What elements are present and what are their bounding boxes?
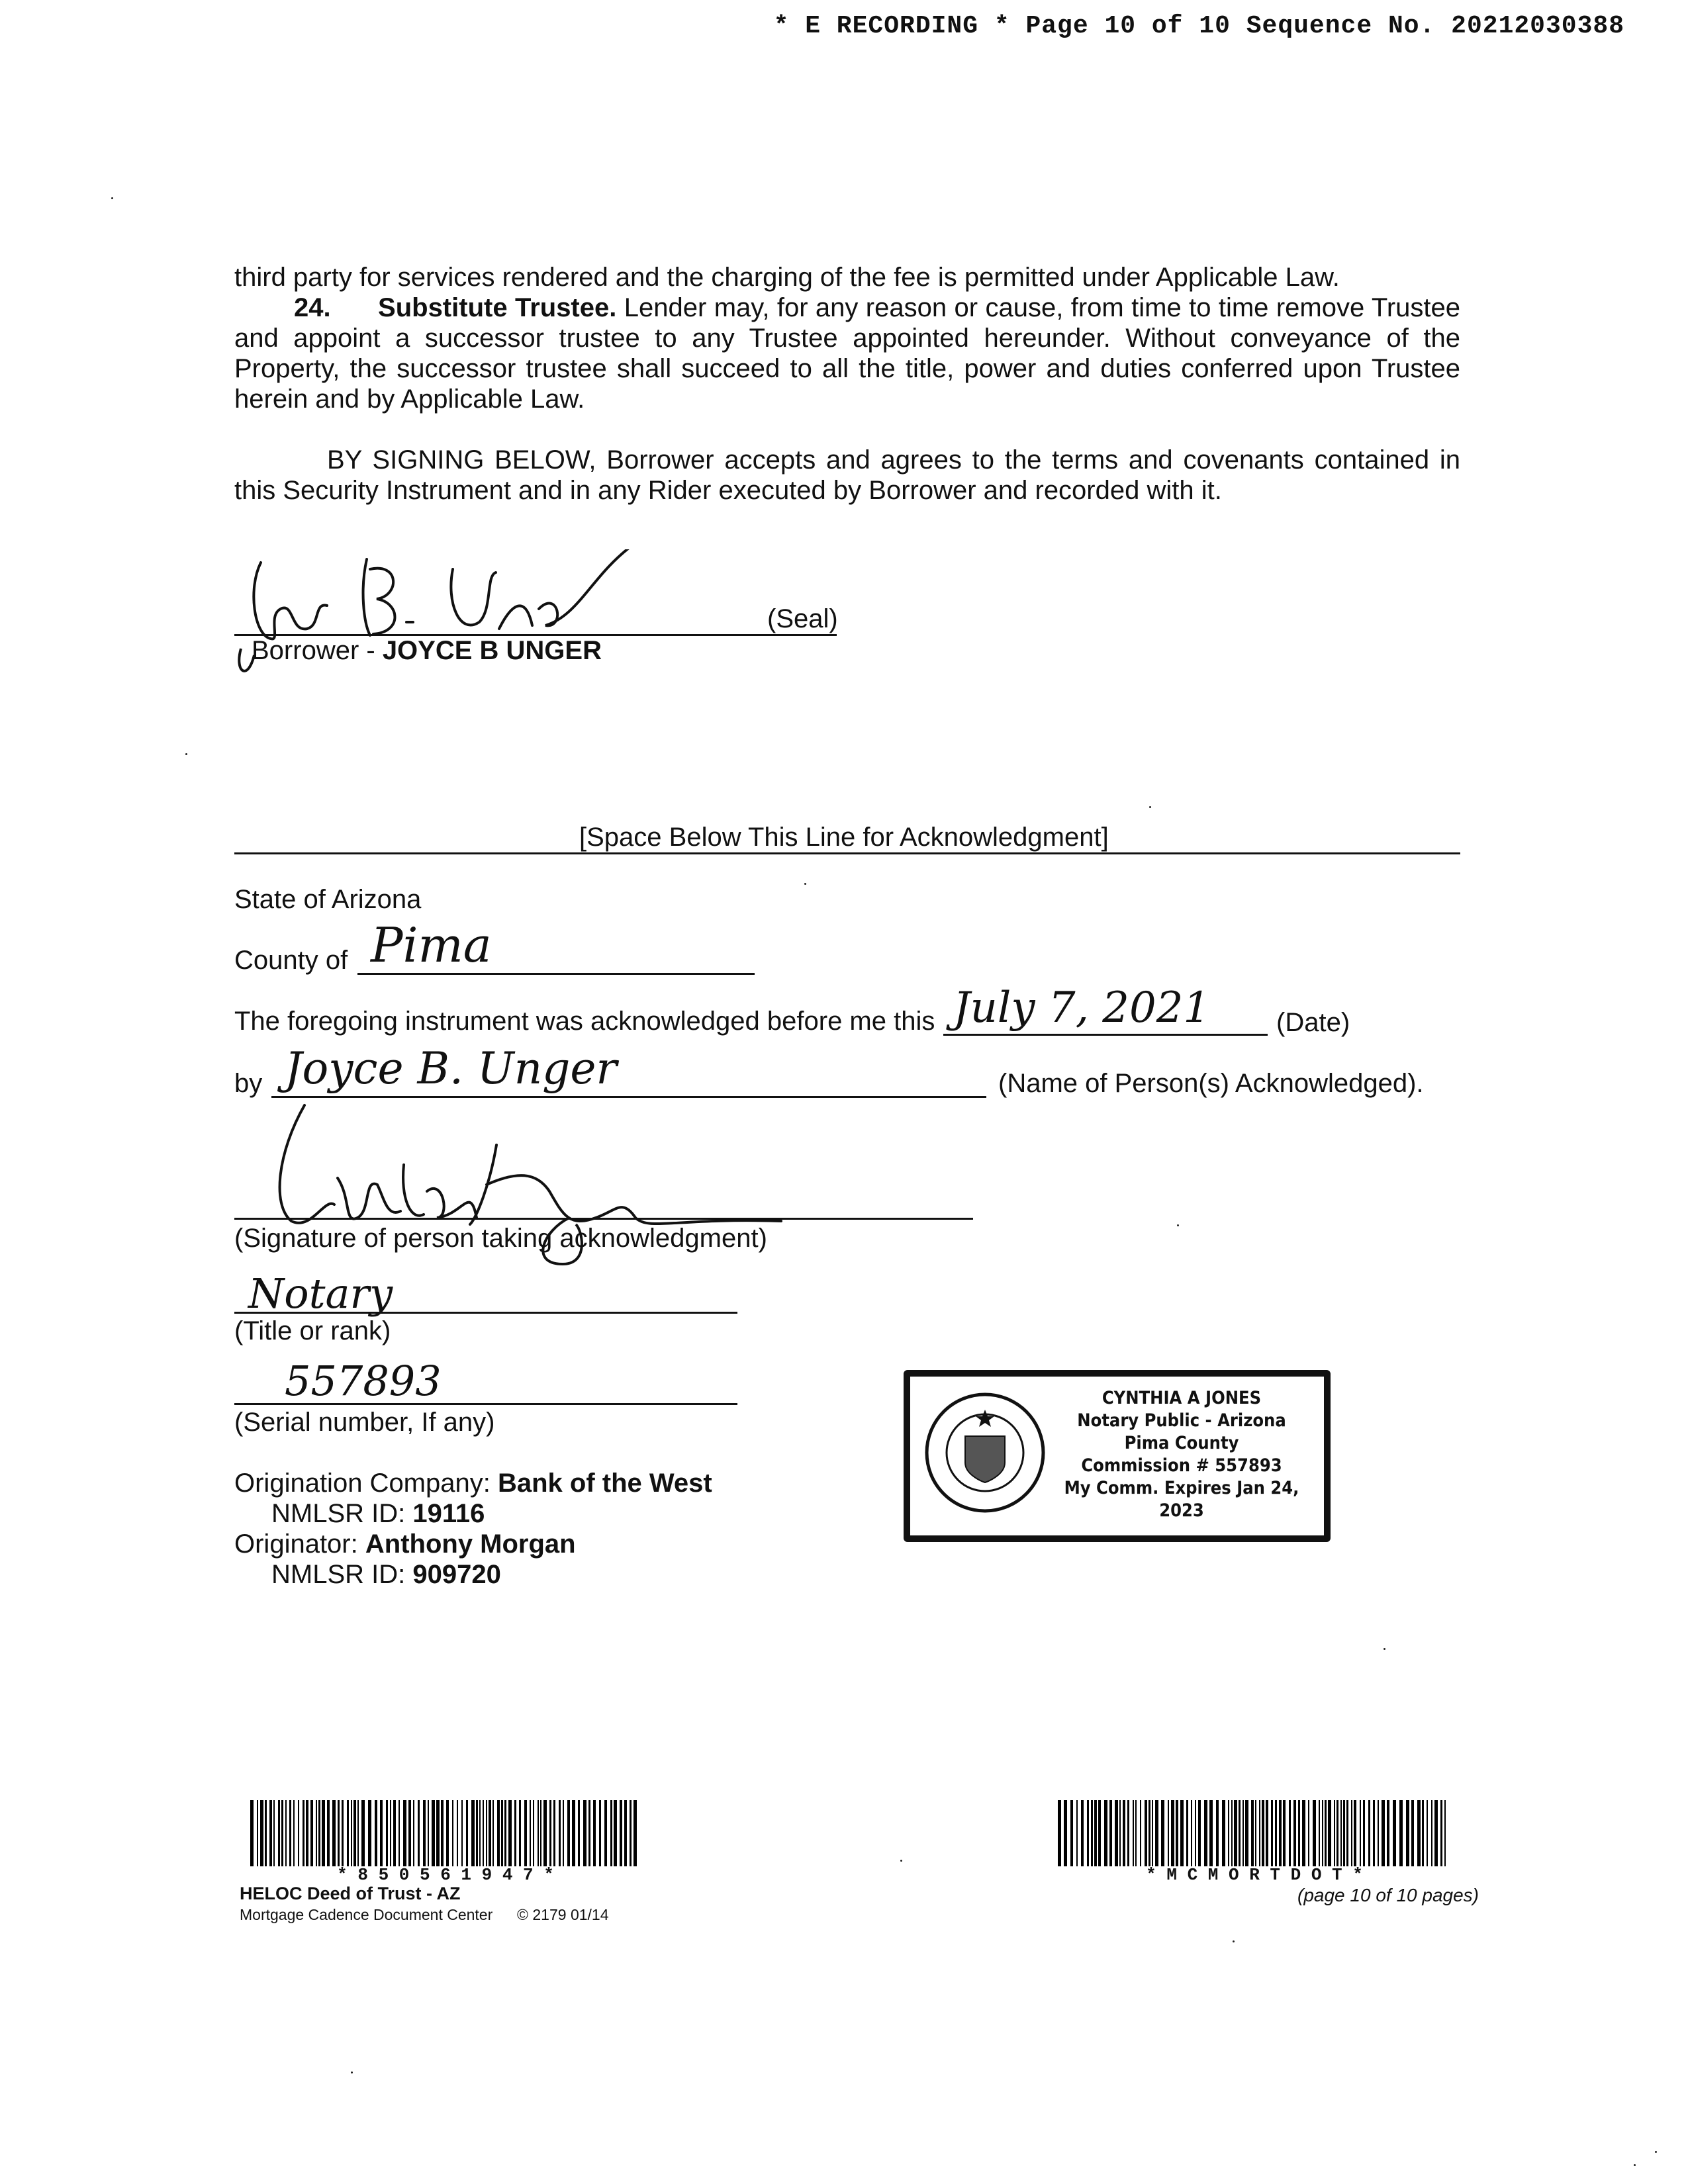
barcode-bar (1298, 1800, 1300, 1866)
barcode-bar (285, 1800, 287, 1866)
barcode-bar (1145, 1800, 1147, 1866)
barcode-bar (310, 1800, 313, 1866)
barcode-bar (353, 1800, 356, 1866)
section-24-line1: Lender may, for any reason or cause, from time to time remove (624, 293, 1365, 322)
barcode-bar (1180, 1800, 1184, 1866)
barcode-bar (1209, 1800, 1213, 1866)
barcode-bar (1431, 1800, 1432, 1866)
borrower-name: JOYCE B UNGER (382, 636, 602, 665)
barcode-bar (446, 1800, 449, 1866)
barcode-bar (1119, 1800, 1121, 1866)
barcode-bar (278, 1800, 280, 1866)
barcode-bar (1319, 1800, 1320, 1866)
barcode-bar (1262, 1800, 1264, 1866)
barcode-bar (1313, 1800, 1316, 1866)
barcode-bar (375, 1800, 377, 1866)
barcode-bar (342, 1800, 344, 1866)
barcode-bar (1255, 1800, 1256, 1866)
barcode-bar (269, 1800, 272, 1866)
barcode-bar (418, 1800, 420, 1866)
barcode-bar (1308, 1800, 1309, 1866)
barcode-bar (399, 1800, 400, 1866)
barcode-bar (1427, 1800, 1428, 1866)
barcode-bar (1343, 1800, 1345, 1866)
barcode-bar (1076, 1800, 1078, 1866)
barcode-bar (1289, 1800, 1291, 1866)
barcode-bar (1275, 1800, 1277, 1866)
barcode-bar (466, 1800, 468, 1866)
barcode-bar (530, 1800, 531, 1866)
barcode-bar (492, 1800, 494, 1866)
barcode-bar (1152, 1800, 1153, 1866)
barcode-bar (1228, 1800, 1229, 1866)
page-label: (page 10 of 10 pages) (1297, 1885, 1479, 1905)
barcode-bar (471, 1800, 475, 1866)
serial-value: 557893 (285, 1357, 442, 1405)
section-24-rest: Trustee and appoint a successor trustee to any Trustee appointed hereunder. Without conveyance of the Property, the successor trustee shall succeed to all the title, power and duties conferred upon Trustee herein and by Applicable Law. (234, 293, 1461, 414)
title-caption: (Title or rank) (234, 1316, 391, 1345)
barcode-bar (1322, 1800, 1323, 1866)
barcode-bar (368, 1800, 371, 1866)
barcode-bar (403, 1800, 406, 1866)
barcode-bar (423, 1800, 426, 1866)
barcode-bar (549, 1800, 551, 1866)
title-value: Notary (248, 1269, 393, 1318)
barcode-bar (489, 1800, 491, 1866)
borrower-signature-area (234, 549, 838, 635)
barcode-bar (572, 1800, 575, 1866)
barcode-bar (1411, 1800, 1414, 1866)
barcode-bar (1378, 1800, 1379, 1866)
barcode-bar (614, 1800, 617, 1866)
barcode-bar (257, 1800, 258, 1866)
barcode-bar (1133, 1800, 1134, 1866)
company-nmlsr-label: NMLSR ID: (271, 1499, 406, 1528)
barcode-bar (1216, 1800, 1219, 1866)
barcode-bar (1087, 1800, 1089, 1866)
barcode-bar (1094, 1800, 1097, 1866)
stamp-line4: Commission # 557893 (1081, 1455, 1282, 1476)
barcode-bar (1070, 1800, 1073, 1866)
stamp-line5: My Comm. Expires Jan 24, 2023 (1064, 1478, 1299, 1521)
barcode-bar (1251, 1800, 1254, 1866)
barcode-bar (332, 1800, 336, 1866)
barcode-bar (265, 1800, 267, 1866)
doc-title: HELOC Deed of Trust - AZ (240, 1884, 461, 1903)
barcode-bar (1109, 1800, 1112, 1866)
barcode-bar (303, 1800, 305, 1866)
person-suffix: (Name of Person(s) Acknowledged). (998, 1069, 1424, 1098)
date-suffix: (Date) (1276, 1008, 1350, 1037)
barcode-bar (318, 1800, 320, 1866)
barcode-bar (1325, 1800, 1327, 1866)
doc-footer (240, 1906, 609, 1924)
originator-value: Anthony Morgan (365, 1529, 576, 1559)
barcode-bar (583, 1800, 586, 1866)
barcode-left (250, 1800, 641, 1866)
barcode-bar (393, 1800, 396, 1866)
barcode-bar (1340, 1800, 1342, 1866)
barcode-bar (553, 1800, 555, 1866)
barcode-bar (1293, 1800, 1296, 1866)
barcode-bar (501, 1800, 503, 1866)
barcode-bar (1279, 1800, 1282, 1866)
barcode-bar (428, 1800, 429, 1866)
barcode-bar (1123, 1800, 1125, 1866)
barcode-bar (633, 1800, 637, 1866)
barcode-bar (1382, 1800, 1385, 1866)
section-24-number: 24. (294, 293, 331, 322)
barcode-bar (1149, 1800, 1150, 1866)
state-seal-icon (922, 1390, 1048, 1516)
barcode-bar (508, 1800, 512, 1866)
barcode-bar (1191, 1800, 1192, 1866)
barcode-bar (1368, 1800, 1370, 1866)
barcode-bar (1354, 1800, 1356, 1866)
barcode-bar (567, 1800, 570, 1866)
barcode-bar (1328, 1800, 1331, 1866)
notary-stamp (904, 1370, 1331, 1542)
company-nmlsr (271, 1498, 485, 1529)
barcode-bar (1115, 1800, 1118, 1866)
barcode-bar (533, 1800, 534, 1866)
barcode-bar (452, 1800, 453, 1866)
barcode-bar (559, 1800, 561, 1866)
origination-company-label: Origination Company: (234, 1469, 491, 1498)
barcode-bar (1360, 1800, 1361, 1866)
barcode-bar (497, 1800, 500, 1866)
doc-code: © 2179 01/14 (517, 1906, 609, 1923)
barcode-bar (538, 1800, 539, 1866)
stamp-line2: Notary Public - Arizona (1077, 1410, 1286, 1431)
barcode-bar (476, 1800, 478, 1866)
barcode-bar (1440, 1800, 1442, 1866)
barcode-bar (1434, 1800, 1438, 1866)
barcode-bar (1351, 1800, 1352, 1866)
originator (234, 1529, 576, 1559)
barcode-bar (273, 1800, 275, 1866)
seal-label: (Seal) (767, 604, 838, 633)
barcode-bar (457, 1800, 458, 1866)
barcode-bar (289, 1800, 291, 1866)
barcode-bar (338, 1800, 340, 1866)
barcode-bar (436, 1800, 440, 1866)
barcode-bar (599, 1800, 601, 1866)
barcode-bar (306, 1800, 308, 1866)
barcode-bar (624, 1800, 627, 1866)
barcode-bar (630, 1800, 632, 1866)
barcode-bar (1422, 1800, 1424, 1866)
barcode-bar (483, 1800, 484, 1866)
barcode-bar (578, 1800, 580, 1866)
barcode-bar (543, 1800, 547, 1866)
county-label: County of (234, 946, 348, 975)
barcode-bar (1231, 1800, 1233, 1866)
barcode-bar (1198, 1800, 1201, 1866)
barcode-bar (1127, 1800, 1129, 1866)
stamp-line3: Pima County (1124, 1433, 1239, 1453)
barcode-bar (1399, 1800, 1403, 1866)
borrower-label (252, 635, 602, 666)
barcode-bar (351, 1800, 352, 1866)
company-nmlsr-value: 19116 (412, 1499, 485, 1528)
barcode-bar (390, 1800, 391, 1866)
barcode-bar (250, 1800, 254, 1866)
barcode-bar (1266, 1800, 1268, 1866)
barcode-bar (1171, 1800, 1174, 1866)
barcode-bar (347, 1800, 349, 1866)
barcode-bar (327, 1800, 330, 1866)
barcode-bar (588, 1800, 590, 1866)
barcode-bar (1234, 1800, 1237, 1866)
by-label: by (234, 1069, 263, 1098)
doc-center: Mortgage Cadence Document Center (240, 1906, 493, 1923)
stamp-name: CYNTHIA A JONES (1102, 1388, 1262, 1408)
barcode-bar (486, 1800, 487, 1866)
barcode-bar (1161, 1800, 1164, 1866)
section-24 (234, 293, 1460, 414)
barcode-bar (504, 1800, 506, 1866)
barcode-bar (620, 1800, 622, 1866)
section-24-title: Substitute Trustee. (378, 293, 617, 322)
barcode-bar (298, 1800, 299, 1866)
barcode-bar (1243, 1800, 1244, 1866)
barcode-bar (1064, 1800, 1067, 1866)
barcode-bar (357, 1800, 359, 1866)
person-value: Joyce B. Unger (285, 1043, 617, 1094)
barcode-bar (1098, 1800, 1101, 1866)
signing-statement-block (234, 445, 1460, 506)
barcode-bar (563, 1800, 564, 1866)
county-value: Pima (371, 917, 492, 973)
recording-header: * E RECORDING * Page 10 of 10 Sequence No. 20212030388 (773, 12, 1624, 40)
barcode-right-text: * M C M O R T D O T * (1146, 1865, 1363, 1885)
barcode-right (1058, 1800, 1451, 1866)
barcode-bar (408, 1800, 411, 1866)
barcode-bar (1259, 1800, 1260, 1866)
origination-company (234, 1468, 712, 1498)
barcode-bar (1363, 1800, 1365, 1866)
barcode-bar (441, 1800, 444, 1866)
barcode-bar (1168, 1800, 1169, 1866)
signing-statement: BY SIGNING BELOW, Borrower accepts and agrees to the terms and covenants contained in this Security Instrument and in any Rider executed by Borrower and recorded with it. (234, 445, 1460, 505)
barcode-bar (604, 1800, 607, 1866)
barcode-bar (593, 1800, 596, 1866)
barcode-bar (1058, 1800, 1061, 1866)
originator-nmlsr-value: 909720 (412, 1560, 501, 1589)
barcode-bar (1239, 1800, 1241, 1866)
barcode-bar (1271, 1800, 1273, 1866)
barcode-bar (1135, 1800, 1137, 1866)
barcode-bar (1336, 1800, 1338, 1866)
barcode-bar (479, 1800, 481, 1866)
barcode-bar (281, 1800, 283, 1866)
barcode-bar (1195, 1800, 1196, 1866)
barcode-bar (1204, 1800, 1207, 1866)
state-line: State of Arizona (234, 885, 422, 914)
barcode-bar (519, 1800, 521, 1866)
barcode-bar (1222, 1800, 1225, 1866)
section-23-tail: third party for services rendered and the charging of the fee is permitted under Applicable Law. (234, 263, 1340, 292)
barcode-bar (1245, 1800, 1248, 1866)
barcode-bar (386, 1800, 388, 1866)
barcode-bar (1081, 1800, 1084, 1866)
barcode-bar (1393, 1800, 1396, 1866)
barcode-bar (1373, 1800, 1375, 1866)
barcode-left-text: * 8 5 0 5 6 1 9 4 7 * (337, 1865, 554, 1885)
barcode-bar (461, 1800, 463, 1866)
barcode-bar (380, 1800, 383, 1866)
barcode-bar (1155, 1800, 1158, 1866)
date-value: July 7, 2021 (953, 983, 1211, 1032)
barcode-bar (524, 1800, 527, 1866)
barcode-bar (293, 1800, 295, 1866)
barcode-bar (322, 1800, 325, 1866)
barcode-bar (540, 1800, 541, 1866)
barcode-bar (432, 1800, 435, 1866)
signature-caption: (Signature of person taking acknowledgment) (234, 1224, 767, 1253)
origination-company-value: Bank of the West (497, 1469, 712, 1498)
barcode-bar (1346, 1800, 1348, 1866)
barcode-bar (361, 1800, 365, 1866)
barcode-bar (1176, 1800, 1178, 1866)
barcode-bar (610, 1800, 612, 1866)
barcode-bar (260, 1800, 263, 1866)
barcode-bar (1104, 1800, 1107, 1866)
barcode-bar (1302, 1800, 1305, 1866)
barcode-bar (1091, 1800, 1093, 1866)
originator-nmlsr-label: NMLSR ID: (271, 1560, 406, 1589)
barcode-bar (1140, 1800, 1141, 1866)
barcode-bar (1334, 1800, 1335, 1866)
originator-nmlsr (271, 1559, 501, 1590)
barcode-bar (1406, 1800, 1409, 1866)
barcode-bar (1444, 1800, 1446, 1866)
barcode-bar (1417, 1800, 1421, 1866)
serial-caption: (Serial number, If any) (234, 1408, 495, 1437)
foregoing-label: The foregoing instrument was acknowledged before me this (234, 1007, 935, 1036)
acknowledgment-divider-label: [Space Below This Line for Acknowledgment] (579, 823, 1109, 852)
barcode-bar (316, 1800, 317, 1866)
borrower-label-prefix: Borrower - (252, 636, 383, 665)
barcode-bar (1387, 1800, 1389, 1866)
barcode-bar (413, 1800, 414, 1866)
barcode-bar (1186, 1800, 1188, 1866)
barcode-bar (1283, 1800, 1286, 1866)
barcode-bar (514, 1800, 516, 1866)
originator-label: Originator: (234, 1529, 358, 1559)
